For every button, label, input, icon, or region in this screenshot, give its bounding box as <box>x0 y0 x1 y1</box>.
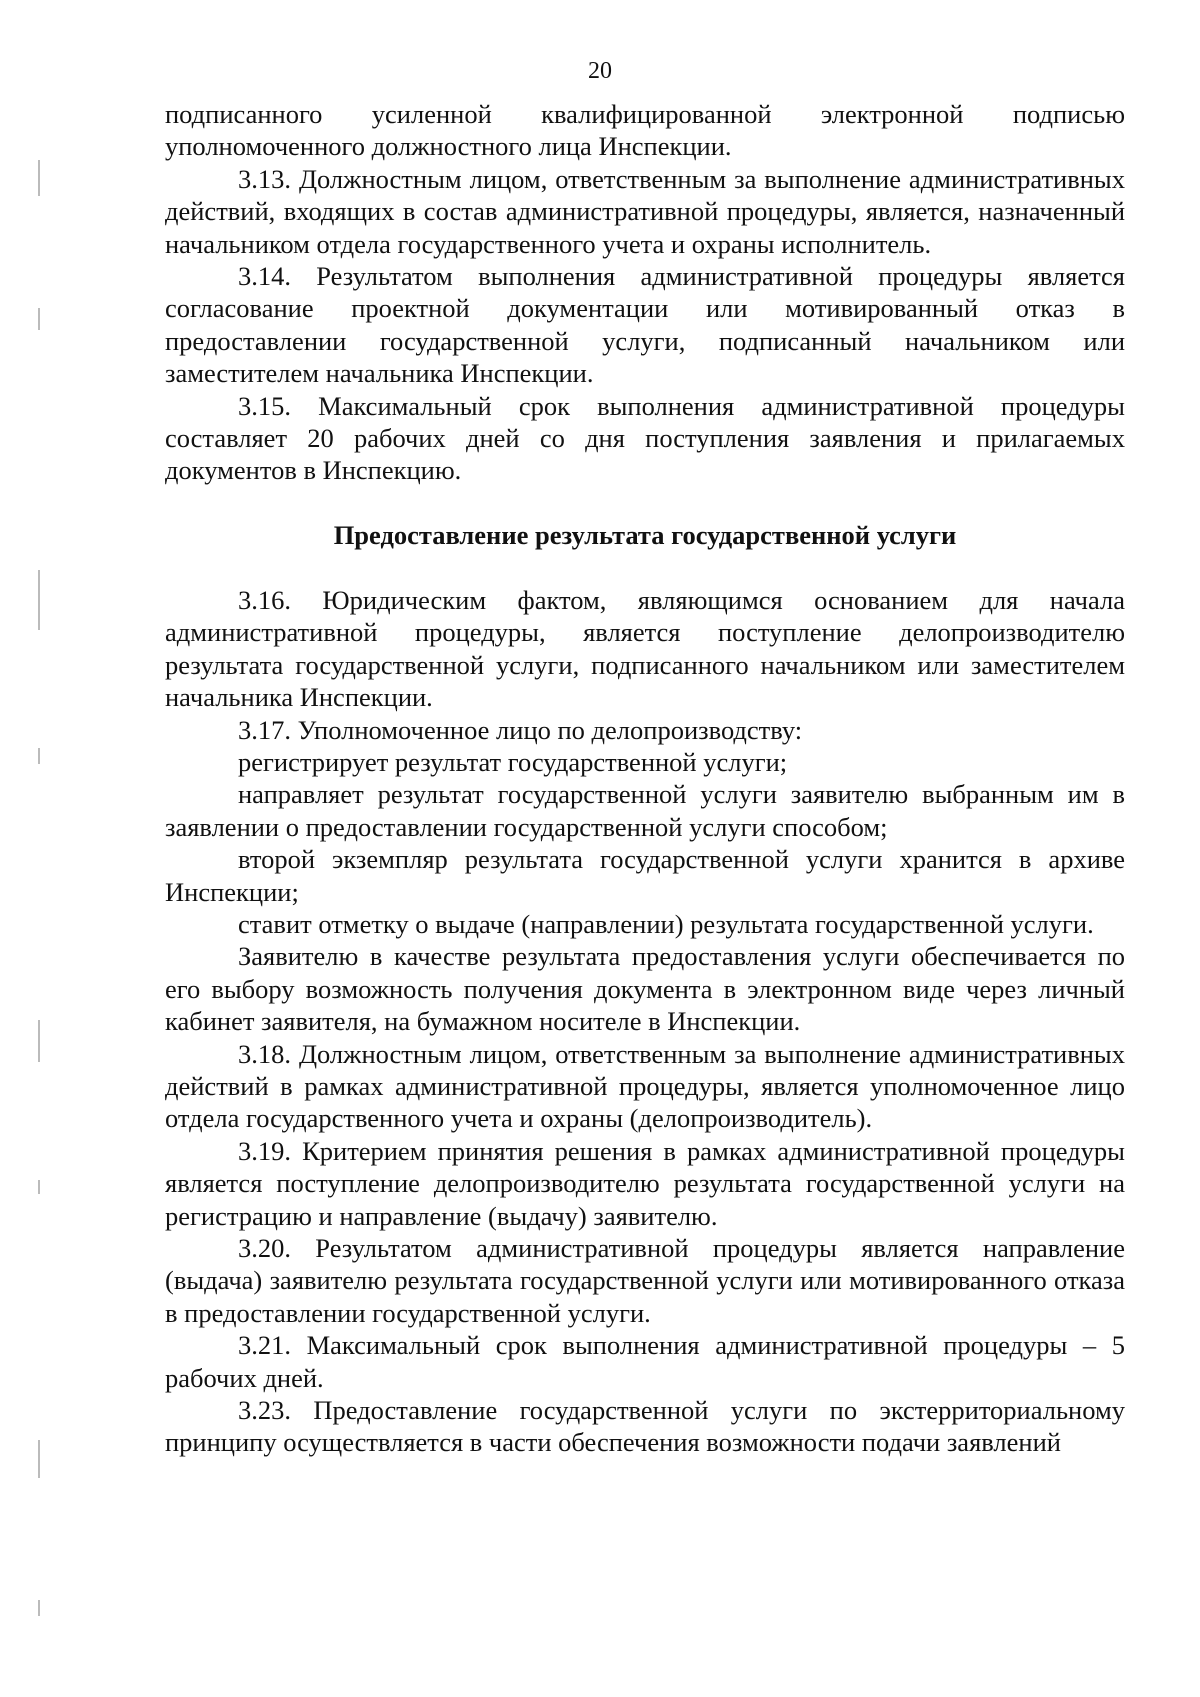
scan-artifact-mark <box>38 1180 40 1194</box>
paragraph: 3.18. Должностным лицом, ответственным за выполнение административных действий в рамках административной процедуры, является уполномоченное лицо отдела государственного учета и охраны (делопроизводитель). <box>165 1038 1125 1134</box>
scan-artifact-mark <box>38 160 40 196</box>
paragraphs-before-heading <box>165 98 1125 487</box>
paragraph: 3.14. Результатом выполнения административной процедуры является согласование проектной документации или мотивированный отказ в предоставлении государственной услуги, подписанный начальником или заместителем начальника Инспекции. <box>165 261 1125 389</box>
paragraph: 3.15. Максимальный срок выполнения административной процедуры составляет 20 рабочих дней со дня поступления заявления и прилагаемых документов в Инспекцию. <box>165 390 1125 486</box>
paragraph: второй экземпляр результата государственной услуги хранится в архиве Инспекции; <box>165 844 1125 907</box>
paragraph: 3.16. Юридическим фактом, являющимся основанием для начала административной процедуры, является поступление делопроизводителю результата государственной услуги, подписанного начальником или заместителем начальника Инспекции. <box>165 584 1125 713</box>
paragraph: подписанного усиленной квалифицированной электронной подписью уполномоченного должностного лица Инспекции. <box>165 99 1125 162</box>
scan-artifact-mark <box>38 570 40 630</box>
scan-artifact-mark <box>38 1440 40 1478</box>
paragraph: 3.20. Результатом административной процедуры является направление (выдача) заявителю результата государственной услуги или мотивированного отказа в предоставлении государственной услуги. <box>165 1233 1125 1328</box>
paragraph: 3.13. Должностным лицом, ответственным за выполнение административных действий, входящих в состав административной процедуры, является, назначенный начальником отдела государственного учета и охраны исполнитель. <box>165 163 1125 259</box>
page-number: 20 <box>588 58 612 84</box>
paragraph: 3.17. Уполномоченное лицо по делопроизводству: <box>238 714 803 745</box>
paragraph: Заявителю в качестве результата предоставления услуги обеспечивается по его выбору возможность получения документа в электронном виде через личный кабинет заявителя, на бумажном носителе в Инспекции. <box>165 941 1125 1037</box>
paragraph: 3.23. Предоставление государственной услуги по экстерриториальному принципу осуществляется в части обеспечения возможности подачи заявлений <box>165 1395 1125 1458</box>
document-body <box>165 98 1125 1459</box>
paragraphs-after-heading <box>165 584 1125 1459</box>
scan-artifact-mark <box>38 1600 40 1616</box>
paragraph: ставит отметку о выдаче (направлении) результата государственной услуги. <box>238 908 1094 939</box>
paragraph: регистрирует результат государственной услуги; <box>238 746 788 777</box>
scan-artifact-mark <box>38 748 40 764</box>
paragraph: направляет результат государственной услуги заявителю выбранным им в заявлении о предоставлении государственной услуги способом; <box>165 779 1125 842</box>
scan-artifact-mark <box>38 1020 40 1062</box>
scan-artifact-mark <box>38 308 40 330</box>
section-heading: Предоставление результата государственной услуги <box>333 519 957 550</box>
paragraph: 3.19. Критерием принятия решения в рамках административной процедуры является поступление делопроизводителю результата государственной услуги на регистрацию и направление (выдачу) заявителю. <box>165 1135 1125 1231</box>
paragraph: 3.21. Максимальный срок выполнения административной процедуры – 5 рабочих дней. <box>165 1330 1125 1393</box>
